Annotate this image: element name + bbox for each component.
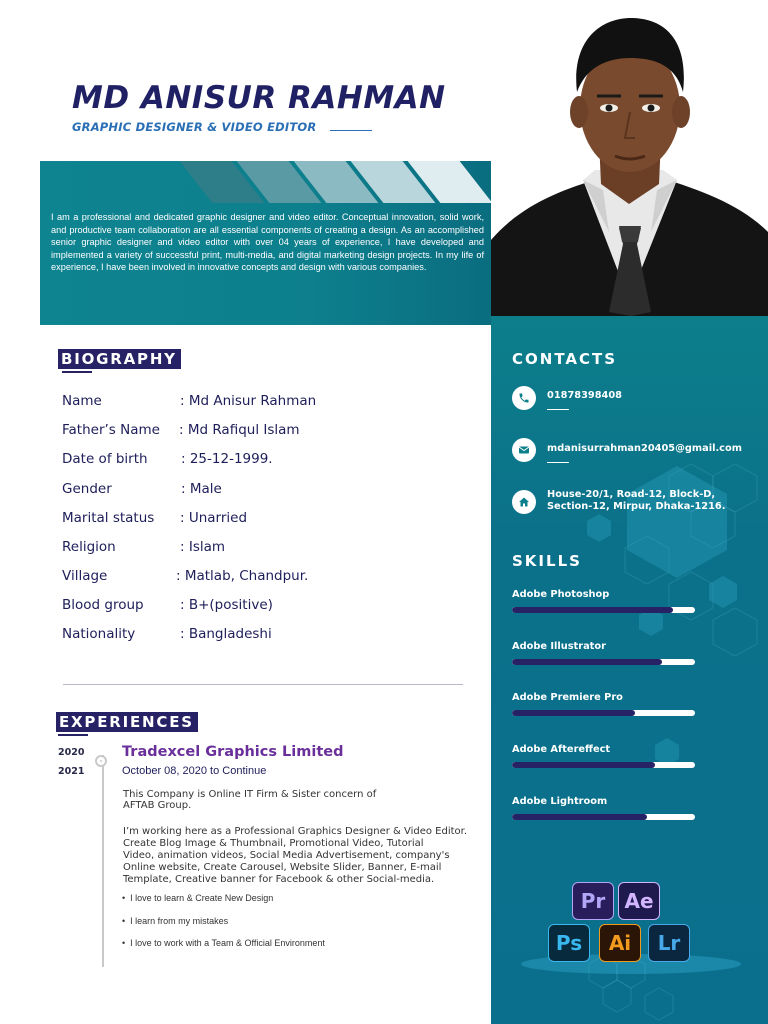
sidebar-panel <box>491 316 768 1024</box>
exp-paragraph-line: Create Blog Image & Thumbnail, Promotional Video, Tutorial <box>123 838 424 849</box>
experiences-heading: EXPERIENCES <box>56 712 198 732</box>
phone-icon <box>512 386 536 410</box>
biography-heading: BIOGRAPHY <box>58 349 181 369</box>
skill-label: Adobe Premiere Pro <box>512 692 623 703</box>
candidate-name: MD ANISUR RAHMAN <box>72 80 446 116</box>
exp-bullet-text: I learn from my mistakes <box>130 916 229 926</box>
contact-divider <box>547 462 569 463</box>
address-line-2: Section-12, Mirpur, Dhaka-1216. <box>547 501 726 512</box>
bio-value-village: : Matlab, Chandpur. <box>176 568 309 584</box>
bio-value-blood: : B+(positive) <box>180 597 273 613</box>
skills-heading: SKILLS <box>512 552 582 570</box>
exp-year-end: 2021 <box>58 766 85 777</box>
exp-bullet-text: I love to learn & Create New Design <box>130 893 274 903</box>
phone-number[interactable]: 01878398408 <box>547 390 622 401</box>
bio-label-gender: Gender <box>62 481 112 497</box>
bio-value-gender: : Male <box>181 481 222 497</box>
bio-value-religion: : Islam <box>180 539 226 555</box>
skill-bar <box>512 607 695 613</box>
photoshop-icon: Ps <box>548 924 590 962</box>
skill-bar-fill <box>512 710 635 716</box>
skill-bar-fill <box>512 607 673 613</box>
bio-label-father: Father’s Name <box>62 422 160 438</box>
bio-label-blood: Blood group <box>62 597 144 613</box>
intro-paragraph: I am a professional and dedicated graphic designer and video editor. Conceptual innovation, solid work, and productive team collaboration are all essential components of creating a design. As an accomplished senior graphic designer and video editor with over 04 years of experience, I have developed and implemented a variety of successful print, multi-media, and digital marketing design projects. In my life of experience, I have been involved in innovative concepts and design with various companies. <box>51 212 484 273</box>
skill-bar-fill <box>512 762 655 768</box>
skill-bar-fill <box>512 814 647 820</box>
exp-bullet: • I love to learn & Create New Design <box>122 893 274 903</box>
exp-year-start: 2020 <box>58 747 85 758</box>
exp-paragraph-line: AFTAB Group. <box>123 800 192 811</box>
after-effects-icon: Ae <box>618 882 660 920</box>
address-line-1: House-20/1, Road-12, Block-D, <box>547 489 716 500</box>
profile-photo <box>491 0 768 316</box>
bio-label-religion: Religion <box>62 539 116 555</box>
heading-underline <box>62 371 92 373</box>
bio-label-name: Name <box>62 393 102 409</box>
bio-label-nationality: Nationality <box>62 626 136 642</box>
exp-paragraph-line: Template, Creative banner for Facebook & other Social-media. <box>123 874 435 885</box>
title-underline <box>330 130 372 131</box>
contacts-heading: CONTACTS <box>512 350 618 368</box>
envelope-icon <box>512 438 536 462</box>
job-title: GRAPHIC DESIGNER & VIDEO EDITOR <box>72 120 317 134</box>
skill-label: Adobe Aftereffect <box>512 744 611 755</box>
timeline-dot <box>95 755 107 767</box>
exp-paragraph-line: This Company is Online IT Firm & Sister concern of <box>123 789 377 800</box>
home-icon <box>512 490 536 514</box>
bio-label-village: Village <box>62 568 108 584</box>
bio-value-marital: : Unarried <box>180 510 248 526</box>
lightroom-icon: Lr <box>648 924 690 962</box>
heading-underline <box>58 734 88 736</box>
skill-bar <box>512 814 695 820</box>
contact-divider <box>547 409 569 410</box>
skill-label: Adobe Illustrator <box>512 641 606 652</box>
bio-value-father: : Md Rafiqul Islam <box>179 422 300 438</box>
skill-bar <box>512 659 695 665</box>
skill-bar <box>512 710 695 716</box>
illustrator-icon: Ai <box>599 924 641 962</box>
exp-paragraph-line: I’m working here as a Professional Graphics Designer & Video Editor. <box>123 826 468 837</box>
skill-bar-fill <box>512 659 662 665</box>
bio-value-nationality: : Bangladeshi <box>180 626 272 642</box>
skill-label: Adobe Photoshop <box>512 589 610 600</box>
bio-label-marital: Marital status <box>62 510 155 526</box>
company-name: Tradexcel Graphics Limited <box>122 744 344 760</box>
section-divider <box>63 684 463 685</box>
bio-label-dob: Date of birth <box>62 451 148 467</box>
exp-paragraph-line: Online website, Create Carousel, Website Slider, Banner, E-mail <box>123 862 442 873</box>
exp-bullet: • I love to work with a Team & Official Environment <box>122 938 325 948</box>
premiere-pro-icon: Pr <box>572 882 614 920</box>
email-address[interactable]: mdanisurrahman20405@gmail.com <box>547 443 742 454</box>
exp-bullet-text: I love to work with a Team & Official Environment <box>130 938 325 948</box>
job-period: October 08, 2020 to Continue <box>122 765 267 777</box>
bio-value-dob: : 25-12-1999. <box>181 451 273 467</box>
skill-label: Adobe Lightroom <box>512 796 608 807</box>
exp-bullet: • I learn from my mistakes <box>122 916 229 926</box>
timeline-line <box>102 755 104 967</box>
skill-bar <box>512 762 695 768</box>
bio-value-name: : Md Anisur Rahman <box>180 393 317 409</box>
exp-paragraph-line: Video, animation videos, Social Media Advertisement, company's <box>123 850 450 861</box>
